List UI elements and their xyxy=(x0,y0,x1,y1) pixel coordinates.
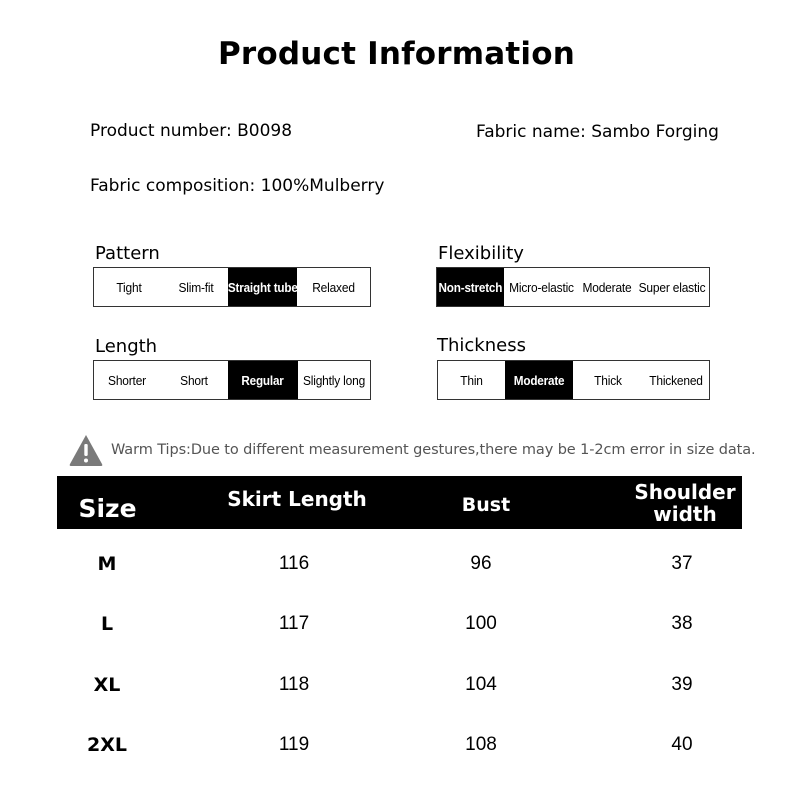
warm-tips-text: Warm Tips:Due to different measurement gestures,there may be 1-2cm error in size data. xyxy=(111,442,756,458)
shoulder-cell: 40 xyxy=(671,734,693,755)
size-cell: L xyxy=(100,613,114,635)
thickness-label: Thickness xyxy=(437,335,526,356)
pattern-selected-text: Straight tube xyxy=(227,279,298,295)
flexibility-label: Flexibility xyxy=(438,243,524,264)
size-table-header xyxy=(57,476,742,529)
flexibility-option-non-stretch xyxy=(437,268,504,306)
fabric-composition: Fabric composition: 100%Mulberry xyxy=(90,176,385,196)
shoulder-cell: 39 xyxy=(671,674,693,695)
skirt-length-cell: 116 xyxy=(278,553,310,574)
header-shoulder-line1: Shoulder xyxy=(634,479,736,504)
header-size: Size xyxy=(78,493,137,523)
pattern-scale xyxy=(93,267,371,307)
pattern-option-slim-fit: Slim-fit xyxy=(178,279,214,295)
fabric-name: Fabric name: Sambo Forging xyxy=(476,122,719,142)
bust-cell: 108 xyxy=(465,734,497,755)
thickness-option-thick: Thick xyxy=(594,372,622,388)
flexibility-option-micro-elastic: Micro-elastic xyxy=(509,279,574,295)
pattern-option-relaxed: Relaxed xyxy=(312,279,355,295)
flexibility-scale xyxy=(436,267,710,307)
length-label: Length xyxy=(95,336,158,357)
header-shoulder-line2: width xyxy=(653,501,717,526)
skirt-length-cell: 117 xyxy=(278,613,310,634)
thickness-option-moderate xyxy=(505,361,573,399)
pattern-option-straight-tube xyxy=(228,268,297,306)
flexibility-option-super-elastic: Super elastic xyxy=(638,279,706,295)
length-option-short: Short xyxy=(180,372,208,388)
size-cell: XL xyxy=(93,674,121,696)
page-title: Product Information xyxy=(217,36,576,72)
length-option-shorter: Shorter xyxy=(108,372,146,388)
thickness-scale xyxy=(437,360,710,400)
pattern-option-tight: Tight xyxy=(116,279,142,295)
thickness-option-thin: Thin xyxy=(460,372,483,388)
warm-tips xyxy=(68,432,756,468)
header-skirt-length: Skirt Length xyxy=(227,487,367,511)
size-cell: M xyxy=(97,553,117,575)
size-cell: 2XL xyxy=(87,734,127,756)
shoulder-cell: 37 xyxy=(671,553,693,574)
skirt-length-cell: 119 xyxy=(278,734,310,755)
bust-cell: 96 xyxy=(470,553,492,574)
bust-cell: 104 xyxy=(465,674,497,695)
length-option-regular xyxy=(228,361,298,399)
thickness-selected-text: Moderate xyxy=(513,372,565,388)
flexibility-option-moderate: Moderate xyxy=(582,279,632,295)
skirt-length-cell: 118 xyxy=(278,674,310,695)
warning-triangle-icon xyxy=(68,433,104,467)
bust-cell: 100 xyxy=(465,613,497,634)
shoulder-cell: 38 xyxy=(671,613,693,634)
length-selected-text: Regular xyxy=(241,372,285,388)
flexibility-selected-text: Non-stretch xyxy=(438,279,503,295)
length-option-slightly-long: Slightly long xyxy=(302,372,366,388)
header-shoulder-width xyxy=(627,476,743,529)
header-bust: Bust xyxy=(461,493,511,516)
length-scale xyxy=(93,360,371,400)
thickness-option-thickened: Thickened xyxy=(649,372,703,388)
product-number: Product number: B0098 xyxy=(90,121,293,141)
pattern-label: Pattern xyxy=(95,243,160,264)
